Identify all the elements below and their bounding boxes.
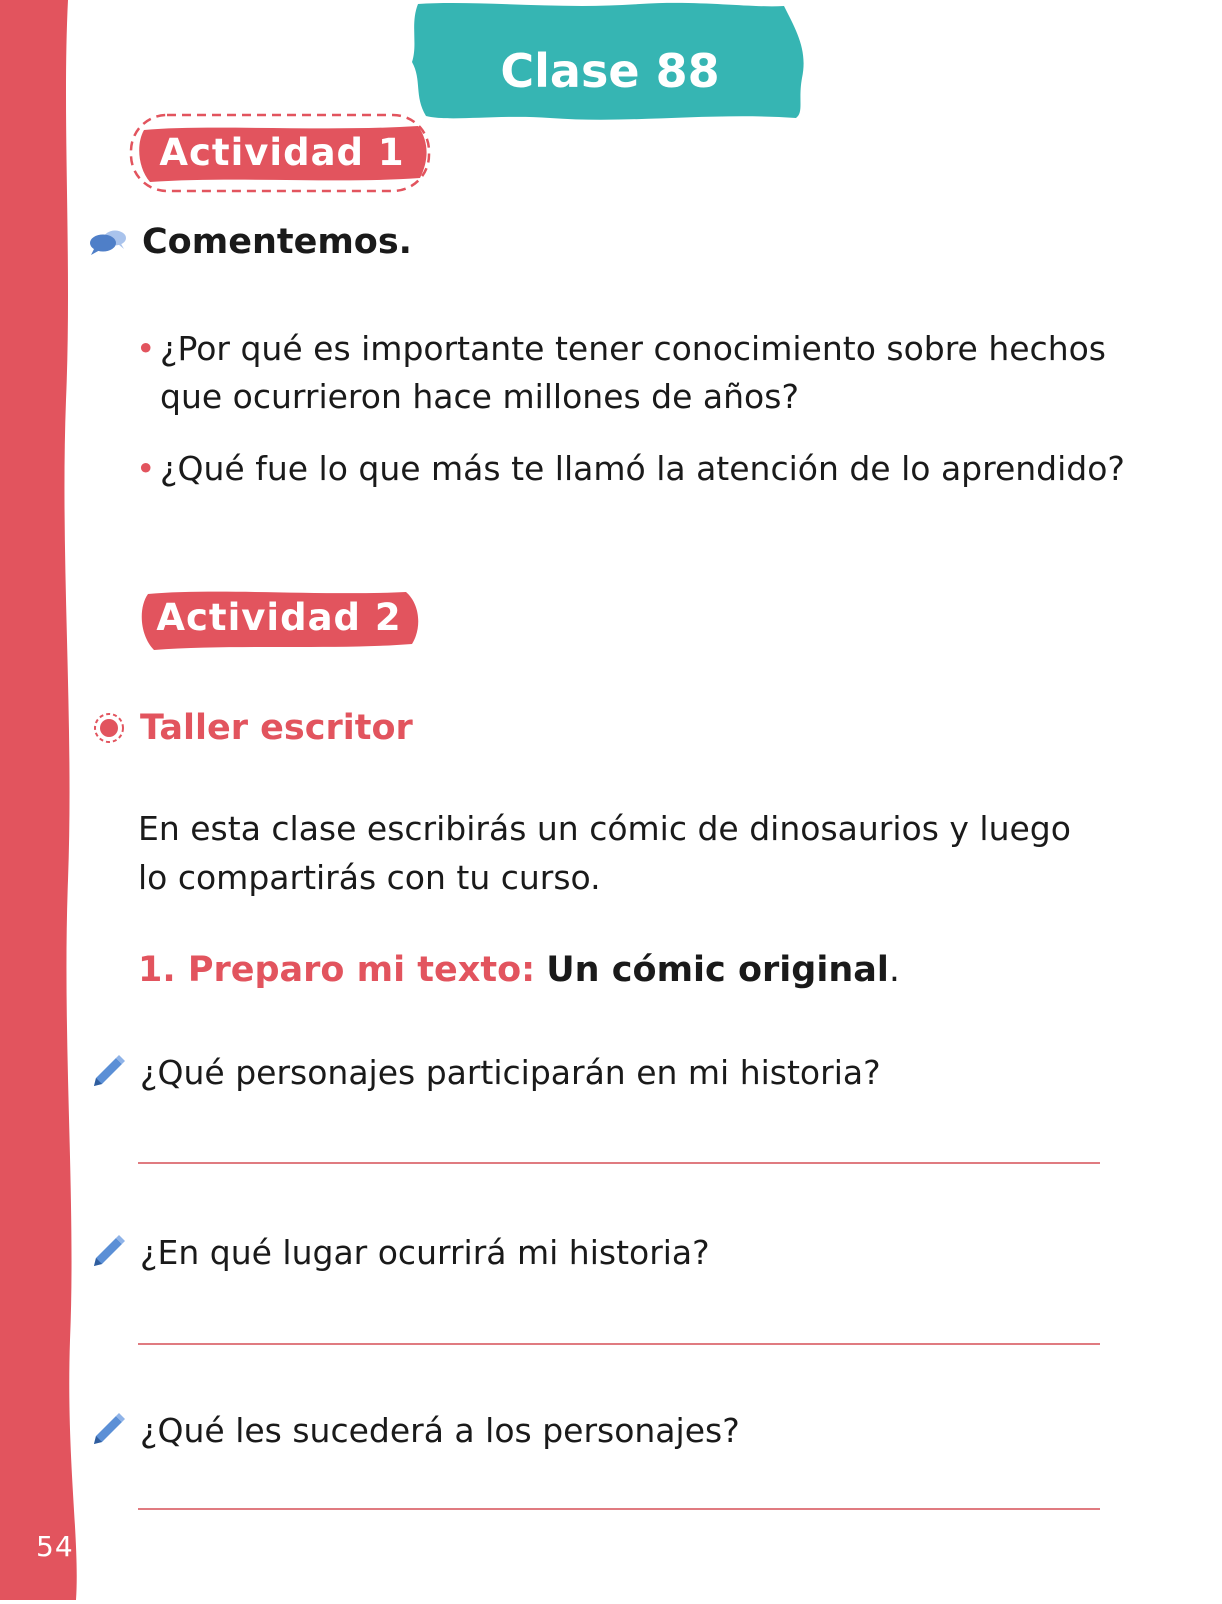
pencil-icon <box>88 1052 128 1092</box>
workshop-heading <box>92 708 413 748</box>
workshop-heading-text: Taller escritor <box>140 708 413 748</box>
discussion-question <box>136 445 1136 493</box>
answer-line[interactable] <box>138 1508 1100 1510</box>
title-banner <box>410 0 810 130</box>
answer-line[interactable] <box>138 1162 1100 1164</box>
target-circle-icon <box>92 711 126 745</box>
step-value: Un cómic original <box>546 950 889 990</box>
workshop-intro: En esta clase escribirás un cómic de dinosaurios y luego lo compartirás con tu curso. <box>138 809 1071 897</box>
writing-prompt-text: ¿En qué lugar ocurrirá mi historia? <box>140 1232 710 1272</box>
step-label: 1. Preparo mi texto: <box>138 950 536 990</box>
activity-2-badge <box>136 588 422 654</box>
activity-1-badge <box>128 112 436 198</box>
discussion-question-text: ¿Qué fue lo que más te llamó la atención de lo aprendido? <box>160 449 1125 488</box>
pencil-icon <box>88 1232 128 1272</box>
step-heading <box>138 950 900 990</box>
discussion-heading-text: Comentemos. <box>142 222 412 262</box>
discussion-heading <box>88 222 412 262</box>
writing-prompt <box>88 1232 710 1272</box>
discussion-question-text: ¿Por qué es importante tener conocimiento sobre hechos que ocurrieron hace millones de años? <box>160 329 1106 416</box>
bullet-dot: • <box>136 449 156 488</box>
discussion-question <box>136 325 1136 421</box>
writing-prompt <box>88 1410 740 1450</box>
step-end: . <box>888 950 901 990</box>
speech-bubbles-icon <box>88 227 128 257</box>
activity-1-label: Actividad 1 <box>159 131 405 174</box>
writing-prompt-text: ¿Qué les sucederá a los personajes? <box>140 1410 740 1450</box>
writing-prompt-text: ¿Qué personajes participarán en mi historia? <box>140 1052 881 1092</box>
bullet-dot: • <box>136 329 156 368</box>
activity-2-label: Actividad 2 <box>156 596 402 639</box>
writing-prompt <box>88 1052 881 1092</box>
page-title: Clase 88 <box>500 44 720 98</box>
pencil-icon <box>88 1410 128 1450</box>
side-band <box>0 0 100 1600</box>
answer-line[interactable] <box>138 1343 1100 1345</box>
page-number: 54 <box>36 1530 74 1563</box>
